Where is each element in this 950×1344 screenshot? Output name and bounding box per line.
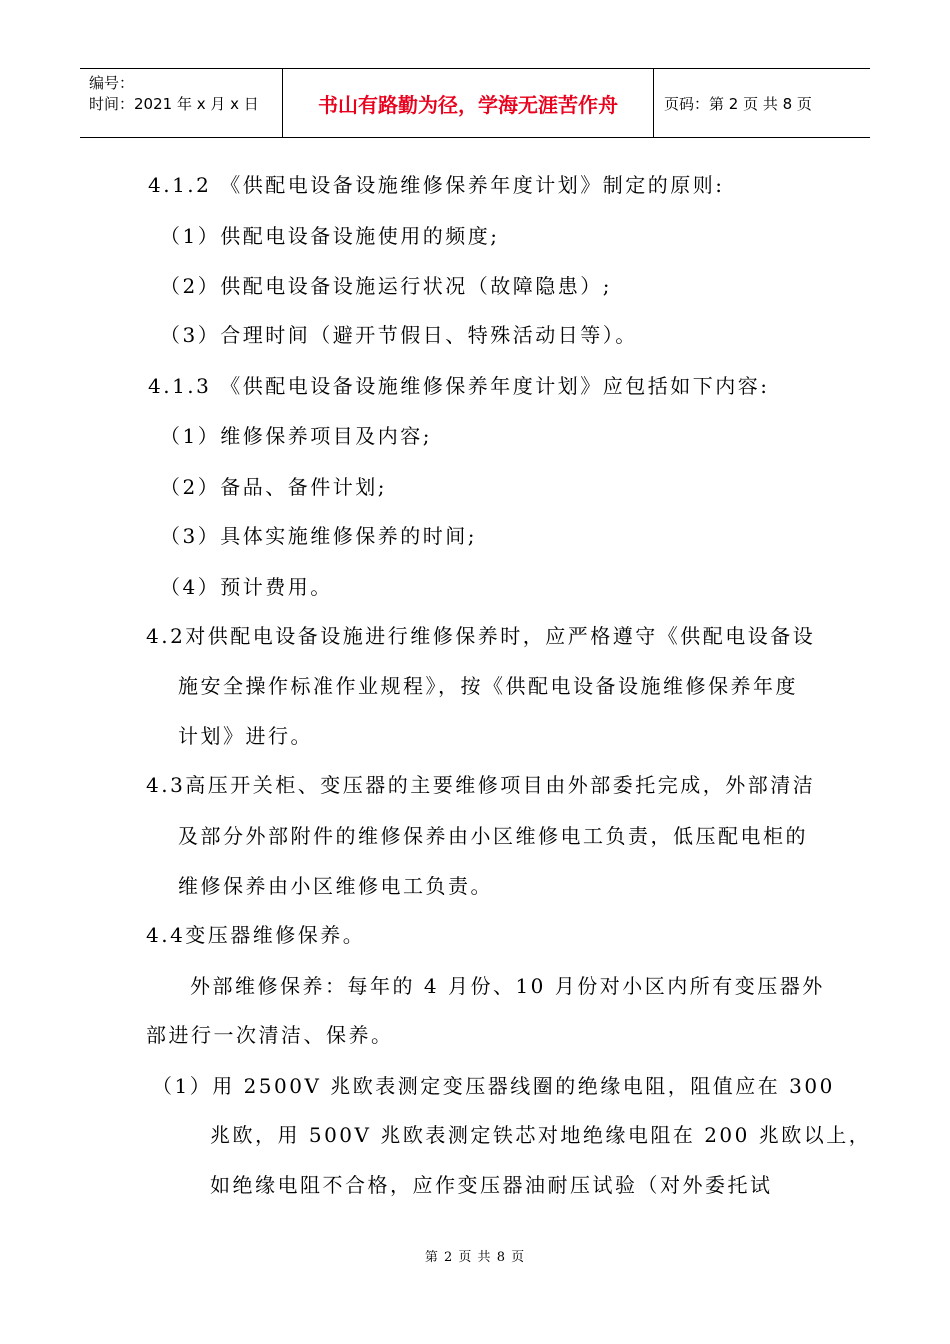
body-line: 维修保养由小区维修电工负责。 [178, 874, 493, 898]
body-line: 4.1.3 《供配电设备设施维修保养年度计划》应包括如下内容: [148, 374, 770, 398]
page-footer: 第 2 页 共 8 页 [424, 1250, 526, 1265]
body-line: 部进行一次清洁、保养。 [146, 1023, 394, 1047]
body-line: 4.1.2 《供配电设备设施维修保养年度计划》制定的原则: [148, 173, 725, 197]
body-line: 及部分外部附件的维修保养由小区维修电工负责，低压配电柜的 [178, 824, 808, 848]
body-line: （2）备品、备件计划; [160, 475, 387, 499]
body-line: （1）供配电设备设施使用的频度; [160, 224, 500, 248]
body-line: （2）供配电设备设施运行状况（故障隐患）; [160, 274, 612, 298]
header-motto: 书山有路勤为径，学海无涯苦作舟 [283, 69, 654, 137]
body-line: （4）预计费用。 [160, 575, 333, 599]
document-header [80, 68, 870, 138]
body-line: 计划》进行。 [178, 724, 313, 748]
body-line: 外部维修保养：每年的 4 月份、10 月份对小区内所有变压器外 [190, 974, 825, 998]
body-line: （3）具体实施维修保养的时间; [160, 524, 477, 548]
header-page-info: 页码：第 2 页 共 8 页 [664, 94, 812, 113]
body-line: （3）合理时间（避开节假日、特殊活动日等）。 [160, 323, 638, 347]
body-line: （1）维修保养项目及内容; [160, 424, 432, 448]
date-label: 时间：2021 年 x 月 x 日 [89, 95, 259, 113]
body-line: 4.3高压开关柜、变压器的主要维修项目由外部委托完成，外部清洁 [146, 773, 816, 797]
number-label: 编号： [89, 74, 135, 92]
body-line: 4.4变压器维修保养。 [146, 923, 366, 947]
body-line: （1）用 2500V 兆欧表测定变压器线圈的绝缘电阻，阻值应在 300 [152, 1074, 835, 1098]
body-line: 4.2对供配电设备设施进行维修保养时，应严格遵守《供配电设备设 [146, 624, 816, 648]
body-line: 施安全操作标准作业规程》，按《供配电设备设施维修保养年度 [178, 674, 798, 698]
body-line: 如绝缘电阻不合格，应作变压器油耐压试验（对外委托试 [210, 1173, 773, 1197]
header-meta [80, 69, 283, 137]
body-line: 兆欧，用 500V 兆欧表测定铁芯对地绝缘电阻在 200 兆欧以上， [210, 1123, 872, 1147]
